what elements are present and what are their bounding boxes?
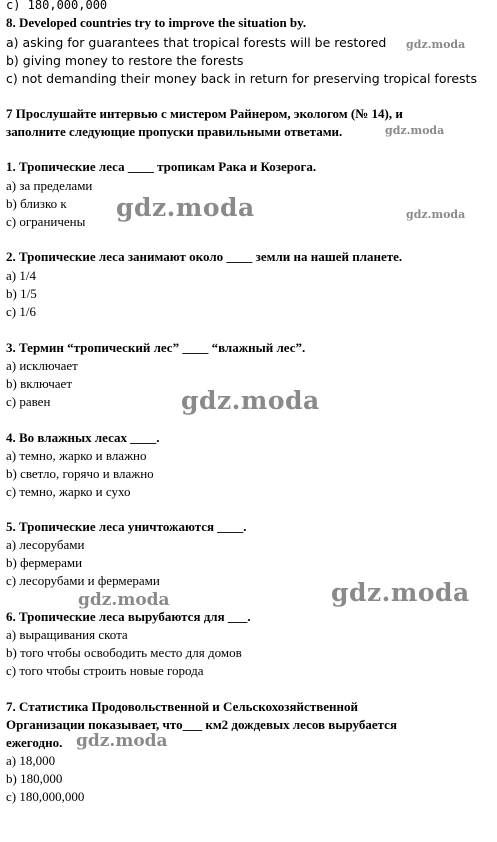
question-4: 4. Во влажных лесах ____. [6, 430, 160, 445]
question-7-line3: ежегодно. [6, 735, 63, 750]
q3-option-c: c) равен [6, 394, 51, 409]
q8-option-b: b) giving money to restore the forests [6, 53, 244, 68]
q4-option-c: c) темно, жарко и сухо [6, 484, 131, 499]
task7-heading-line1: 7 Прослушайте интервью с мистером Райнером, экологом (№ 14), и [6, 106, 403, 121]
watermark: gdz.moda [181, 386, 320, 415]
q1-option-a: a) за пределами [6, 178, 93, 193]
prev-answer-c: c) 180,000,000 [6, 0, 108, 12]
q7-option-b: b) 180,000 [6, 771, 63, 786]
q3-option-a: a) исключает [6, 358, 78, 373]
q5-option-a: a) лесорубами [6, 537, 85, 552]
watermark: gdz.moda [406, 38, 466, 51]
q8-question: 8. Developed countries try to improve the situation by. [6, 15, 307, 30]
question-2: 2. Тропические леса занимают около ____ земли на нашей планете. [6, 249, 403, 264]
q7-option-c: c) 180,000,000 [6, 789, 85, 804]
watermark: gdz.moda [406, 208, 466, 221]
question-1: 1. Тропические леса ____ тропикам Рака и Козерога. [6, 159, 317, 174]
q2-option-a: a) 1/4 [6, 268, 36, 283]
q6-option-c: c) того чтобы строить новые города [6, 663, 204, 678]
watermark: gdz.moda [78, 590, 170, 610]
q2-option-b: b) 1/5 [6, 286, 37, 301]
q2-option-c: c) 1/6 [6, 304, 36, 319]
question-5: 5. Тропические леса уничтожаются ____. [6, 519, 247, 534]
q8-option-c: c) not demanding their money back in return for preserving tropical forests [6, 71, 477, 86]
q1-option-c: c) ограничены [6, 214, 86, 229]
watermark: gdz.moda [116, 193, 255, 222]
question-3: 3. Термин “тропический лес” ____ “влажный лес”. [6, 340, 306, 355]
question-7-line1: 7. Статистика Продовольственной и Сельскохозяйственной [6, 699, 358, 714]
q7-option-a: a) 18,000 [6, 753, 56, 768]
q5-option-c: c) лесорубами и фермерами [6, 573, 160, 588]
watermark: gdz.moda [385, 124, 445, 137]
watermark: gdz.moda [331, 578, 470, 607]
question-6: 6. Тропические леса вырубаются для ___. [6, 609, 251, 624]
q6-option-a: a) выращивания скота [6, 627, 128, 642]
watermark: gdz.moda [76, 731, 168, 751]
q3-option-b: b) включает [6, 376, 72, 391]
q8-option-a: a) asking for guarantees that tropical forests will be restored [6, 35, 387, 50]
task7-heading-line2: заполните следующие пропуски правильными ответами. [6, 124, 343, 139]
q6-option-b: b) того чтобы освободить место для домов [6, 645, 242, 660]
q5-option-b: b) фермерами [6, 555, 83, 570]
q1-option-b: b) близко к [6, 196, 67, 211]
q4-option-b: b) светло, горячо и влажно [6, 466, 154, 481]
q4-option-a: a) темно, жарко и влажно [6, 448, 147, 463]
question-7-line2: Организации показывает, что___ км2 дождевых лесов вырубается [6, 717, 397, 732]
